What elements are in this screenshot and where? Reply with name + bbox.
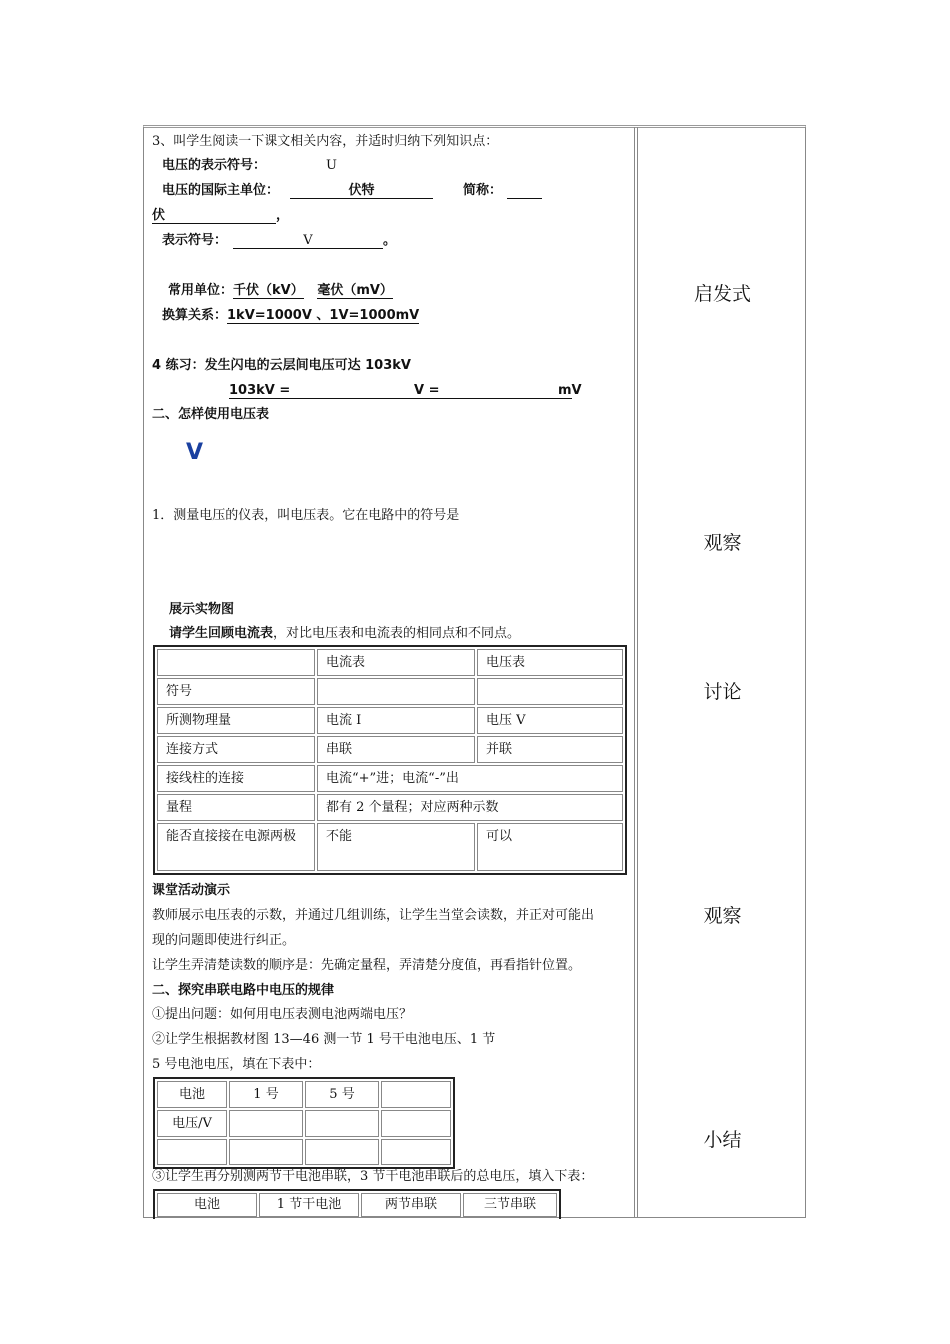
text-line xyxy=(162,157,266,175)
answer: 千伏（kV） xyxy=(233,283,304,298)
table-cell: 三节串联 xyxy=(463,1193,557,1217)
table-cell: 不能 xyxy=(317,823,475,871)
label: 换算关系： xyxy=(162,308,228,323)
battery-voltage-table xyxy=(153,1077,455,1169)
answer: 伏 xyxy=(152,208,276,224)
table-cell: 两节串联 xyxy=(361,1193,461,1217)
text-line: ②让学生根据教材图 13—46 测一节 1 号干电池电压、1 节 xyxy=(152,1032,496,1047)
table-cell: 电池 xyxy=(157,1081,227,1108)
table-row xyxy=(157,736,623,763)
text-line: 教师展示电压表的示数，并通过几组训练，让学生当堂会读数，并正对可能出 xyxy=(152,908,595,923)
table-cell xyxy=(381,1081,451,1108)
section-heading: 课堂活动演示 xyxy=(152,883,231,898)
table-cell: 电流“+”进；电流“-”出 xyxy=(317,765,623,792)
answer-blank xyxy=(233,232,396,250)
exercise-line xyxy=(229,382,582,400)
method-label: 观察 xyxy=(703,905,742,927)
label: 电压的表示符号： xyxy=(162,158,267,173)
punct: ， xyxy=(276,208,290,223)
table-cell: 能否直接接在电源两极 xyxy=(157,823,315,871)
punct: 。 xyxy=(383,233,397,248)
text-line: ③让学生再分别测两节干电池串联，3 节干电池串联后的总电压，填入下表： xyxy=(152,1169,594,1184)
answer: 1kV=1000V 、1V=1000mV xyxy=(227,308,420,323)
text-line: 让学生弄清楚读数的顺序是：先确定量程，弄清楚分度值，再看指针位置。 xyxy=(152,958,582,973)
answer: U xyxy=(326,158,337,173)
text-line: 1．测量电压的仪表，叫电压表。它在电路中的符号是 xyxy=(152,508,460,523)
method-label: 观察 xyxy=(703,532,742,554)
text-line: 4 练习：发生闪电的云层间电压可达 103kV xyxy=(152,358,411,373)
text: ，对比电压表和电流表的相同点和不同点。 xyxy=(273,626,521,641)
table-cell: 可以 xyxy=(477,823,623,871)
table-cell xyxy=(381,1110,451,1137)
text-line xyxy=(169,625,520,643)
answer: 伏特 xyxy=(290,183,433,199)
exercise-blank xyxy=(229,383,582,399)
label: V = xyxy=(414,383,440,398)
answer: V xyxy=(233,233,383,249)
table-cell: 5 号 xyxy=(305,1081,379,1108)
column-divider xyxy=(634,127,638,1218)
table-cell: 电池 xyxy=(157,1193,257,1217)
table-cell xyxy=(477,678,623,705)
label: 表示符号： xyxy=(162,233,228,248)
table-row xyxy=(157,765,623,792)
comparison-table xyxy=(153,645,627,875)
table-row xyxy=(157,1110,451,1137)
answer: 毫伏（mV） xyxy=(317,283,393,298)
table-cell: 电压/V xyxy=(157,1110,227,1137)
method-label: 小结 xyxy=(703,1129,742,1151)
voltmeter-symbol: V xyxy=(186,440,204,465)
label: 103kV = xyxy=(229,383,291,398)
text-line: 展示实物图 xyxy=(169,602,235,617)
section-heading: 二、怎样使用电压表 xyxy=(152,407,270,422)
text-line xyxy=(168,282,393,300)
text-line: 3、叫学生阅读一下课文相关内容，并适时归纳下列知识点： xyxy=(152,134,499,149)
table-cell: 电压 V xyxy=(477,707,623,734)
table-cell: 电流表 xyxy=(317,649,475,676)
text-line xyxy=(152,207,289,225)
text-line: 电压的国际主单位： xyxy=(162,183,280,198)
answer-blank xyxy=(290,182,433,200)
table-cell: 所测物理量 xyxy=(157,707,315,734)
table-cell xyxy=(157,649,315,676)
blank xyxy=(507,182,542,200)
table-cell: 符号 xyxy=(157,678,315,705)
table-row xyxy=(157,707,623,734)
table-cell xyxy=(305,1139,379,1165)
table-cell xyxy=(157,1139,227,1165)
section-heading: 二、探究串联电路中电压的规律 xyxy=(152,983,335,998)
text-line xyxy=(162,307,419,325)
table-row xyxy=(157,794,623,821)
table-cell: 量程 xyxy=(157,794,315,821)
table-cell: 1 号 xyxy=(229,1081,303,1108)
table-cell: 连接方式 xyxy=(157,736,315,763)
label: 简称： xyxy=(463,183,503,198)
table-cell: 电流 I xyxy=(317,707,475,734)
text-line: ①提出问题：如何用电压表测电池两端电压？ xyxy=(152,1007,413,1022)
table-cell: 都有 2 个量程；对应两种示数 xyxy=(317,794,623,821)
table-cell: 电压表 xyxy=(477,649,623,676)
table-row xyxy=(157,678,623,705)
table-cell xyxy=(381,1139,451,1165)
label: 常用单位： xyxy=(168,283,234,298)
series-voltage-table xyxy=(153,1189,561,1219)
table-cell: 1 节干电池 xyxy=(259,1193,359,1217)
table-row xyxy=(157,1139,451,1165)
emphasis: 请学生回顾电流表 xyxy=(169,626,274,641)
text-line: 现的问题即使进行纠正。 xyxy=(152,933,296,948)
table-cell xyxy=(229,1110,303,1137)
text-line: 5 号电池电压，填在下表中： xyxy=(152,1057,321,1072)
method-label: 讨论 xyxy=(703,681,742,703)
table-cell xyxy=(305,1110,379,1137)
table-cell xyxy=(229,1139,303,1165)
table-cell xyxy=(317,678,475,705)
table-cell: 接线柱的连接 xyxy=(157,765,315,792)
method-label: 启发式 xyxy=(693,283,751,305)
label: mV xyxy=(558,383,582,398)
table-cell: 并联 xyxy=(477,736,623,763)
table-row xyxy=(157,1193,557,1217)
table-row xyxy=(157,1081,451,1108)
table-row xyxy=(157,823,623,871)
table-cell: 串联 xyxy=(317,736,475,763)
table-row xyxy=(157,649,623,676)
